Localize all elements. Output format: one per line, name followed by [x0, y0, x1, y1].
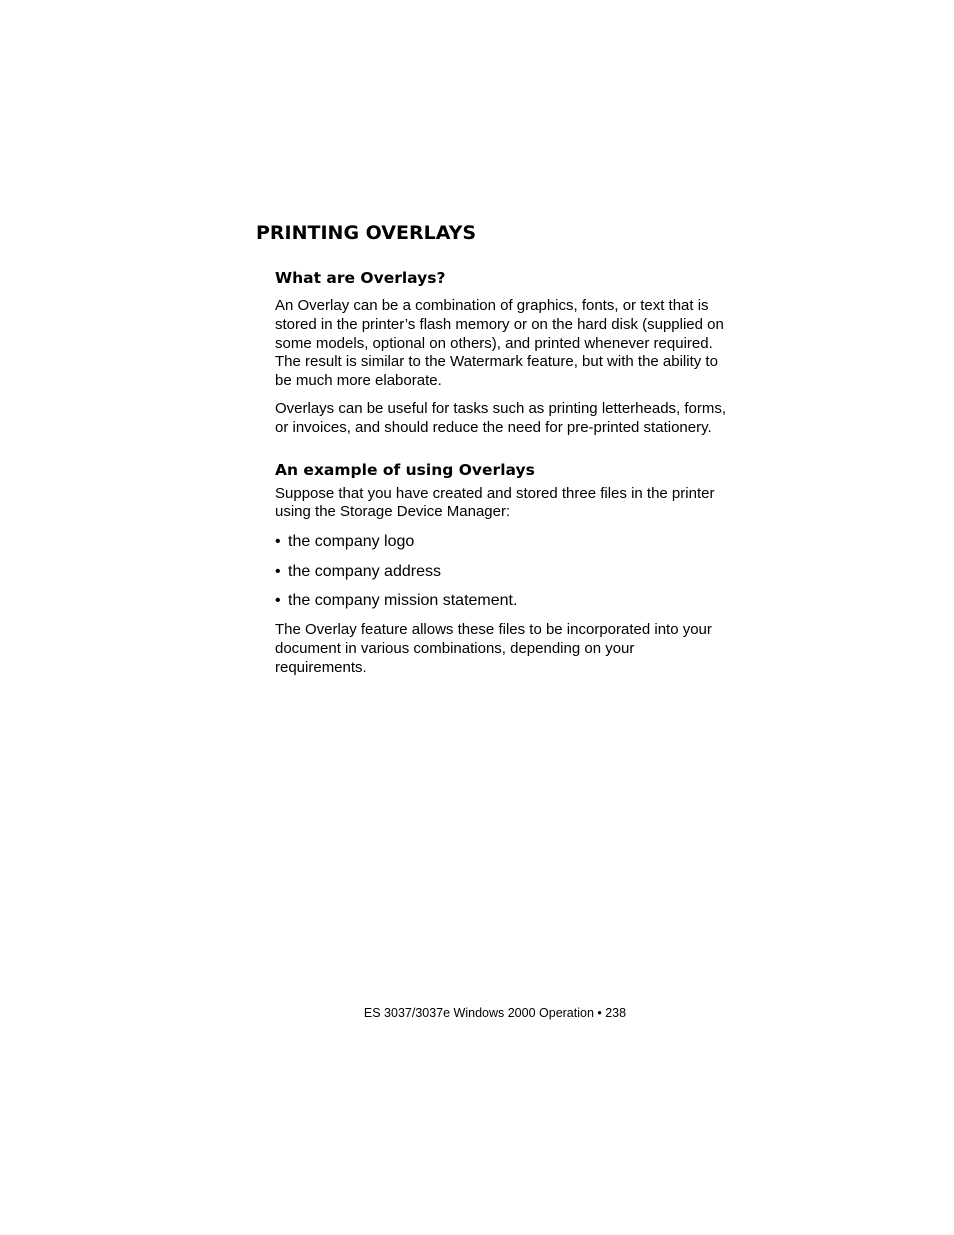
paragraph-overlay-uses — [275, 400, 737, 438]
text-line: Overlays can be useful for tasks such as printing letterheads, forms, — [275, 399, 727, 417]
text-line: The result is similar to the Watermark feature, but with the ability to — [275, 353, 718, 371]
subheading-what-are-overlays: What are Overlays? — [275, 269, 446, 287]
page-content — [275, 266, 737, 677]
bullet-icon: • — [275, 562, 281, 580]
list-item-text: the company logo — [288, 533, 415, 551]
list-item — [275, 591, 737, 611]
text-line: The Overlay feature allows these files to be incorporated into your — [275, 620, 712, 638]
text-line: Suppose that you have created and stored three files in the printer — [275, 484, 715, 502]
list-item-text: the company mission statement. — [288, 592, 518, 610]
list-item — [275, 532, 737, 552]
paragraph-example-intro — [275, 485, 737, 523]
subheading-example: An example of using Overlays — [275, 460, 535, 479]
paragraph-overlay-definition — [275, 297, 737, 391]
text-line: stored in the printer’s flash memory or on the hard disk (supplied on — [275, 315, 724, 333]
paragraph-closing — [275, 621, 737, 677]
text-line: be much more elaborate. — [275, 372, 442, 390]
list-item — [275, 562, 737, 582]
text-line: or invoices, and should reduce the need for pre-printed stationery. — [275, 418, 712, 436]
bullet-icon: • — [275, 592, 281, 610]
bullet-icon: • — [275, 533, 281, 551]
section-title: PRINTING OVERLAYS — [256, 222, 477, 244]
text-line: requirements. — [275, 658, 367, 676]
bullet-list — [275, 532, 737, 611]
text-line: some models, optional on others), and printed whenever required. — [275, 334, 713, 352]
list-item-text: the company address — [288, 562, 441, 580]
text-line: document in various combinations, depending on your — [275, 639, 635, 657]
page-footer: ES 3037/3037e Windows 2000 Operation • 238 — [363, 1006, 627, 1020]
text-line: using the Storage Device Manager: — [275, 503, 511, 521]
text-line: An Overlay can be a combination of graphics, fonts, or text that is — [275, 297, 709, 314]
